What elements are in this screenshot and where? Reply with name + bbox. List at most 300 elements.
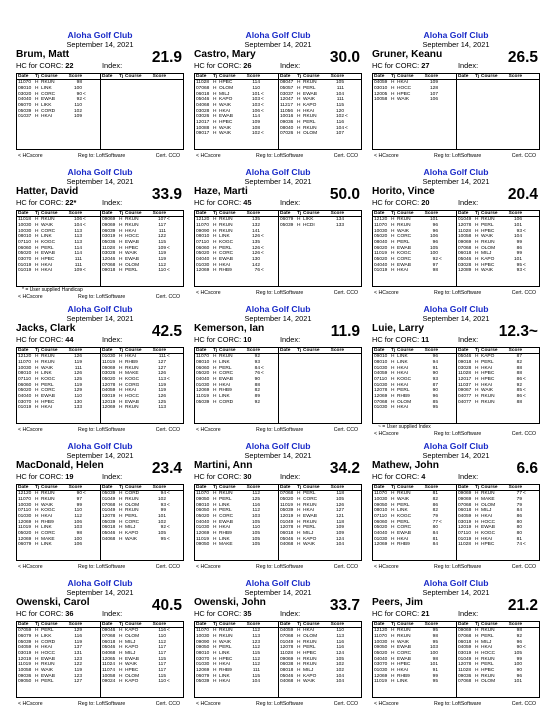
course-code: LINK bbox=[219, 650, 230, 656]
round-date: 12069 bbox=[196, 268, 210, 274]
round-date: 03070 bbox=[18, 399, 32, 405]
round-score: 87 bbox=[516, 354, 522, 360]
round-type: H bbox=[475, 222, 479, 228]
header-flag-cell bbox=[166, 211, 171, 216]
round-score: 116 bbox=[336, 645, 344, 651]
round-type: H bbox=[475, 496, 479, 502]
round-type: H bbox=[119, 513, 123, 519]
round-type: H bbox=[297, 525, 301, 531]
report-date: September 14, 2021 bbox=[66, 588, 134, 597]
round-date: 11037 bbox=[458, 382, 471, 388]
round-score: 92 bbox=[516, 382, 522, 388]
header-flag-cell bbox=[438, 74, 443, 79]
round-score: 111 bbox=[74, 365, 82, 371]
round-type: H bbox=[213, 217, 217, 223]
round-date: 09018 bbox=[102, 268, 116, 274]
round-score: 120 bbox=[335, 108, 344, 114]
round-date: 09067 bbox=[458, 388, 472, 394]
round-type: H bbox=[391, 382, 395, 388]
course-code: HOCC bbox=[397, 85, 412, 91]
score-table bbox=[194, 210, 362, 287]
player-card bbox=[194, 441, 362, 578]
round-type: H bbox=[35, 228, 39, 234]
round-type: H bbox=[475, 359, 479, 365]
round-score: 86 bbox=[516, 376, 522, 382]
round-score: 81 bbox=[432, 491, 438, 497]
header-cell: Course bbox=[397, 485, 414, 490]
course-code: LINK bbox=[397, 679, 408, 685]
round-score: 96 bbox=[516, 639, 522, 645]
round-date: 10058 bbox=[458, 234, 472, 240]
header-cell: Score bbox=[68, 485, 82, 490]
round-date: 05020 bbox=[18, 388, 32, 394]
round-date: 04059 bbox=[18, 645, 32, 651]
course-code: LIKK bbox=[41, 102, 52, 108]
index-label: Index: bbox=[102, 335, 123, 344]
round-score: 86 bbox=[516, 513, 522, 519]
round-score: 92 bbox=[160, 525, 166, 531]
course-code: WAIK bbox=[397, 639, 410, 645]
header-cell: Score bbox=[330, 348, 344, 353]
course-code: LINK bbox=[41, 371, 52, 377]
course-code: PERL bbox=[125, 268, 138, 274]
cert-label: Cert. CCO bbox=[511, 431, 536, 437]
score-column bbox=[100, 485, 183, 560]
course-code: WAIK bbox=[397, 496, 410, 502]
round-date: 04059 bbox=[458, 645, 472, 651]
round-score: 109 bbox=[429, 80, 438, 86]
round-type: H bbox=[213, 491, 217, 497]
round-date: 12005 bbox=[374, 91, 388, 97]
round-type: H bbox=[213, 376, 217, 382]
course-code: EWAB bbox=[125, 239, 139, 245]
round-type: H bbox=[119, 228, 123, 234]
cert-label: Cert. CCO bbox=[333, 427, 358, 433]
course-code: HPBC bbox=[397, 662, 411, 668]
round-score: 119 bbox=[74, 359, 82, 365]
counted-flag bbox=[438, 97, 443, 103]
counted-flag: < bbox=[83, 268, 86, 274]
registration-label: Reg to: LoftSoftware bbox=[434, 431, 482, 437]
course-handicap bbox=[372, 335, 429, 344]
round-type: H bbox=[119, 650, 123, 656]
score-column bbox=[456, 348, 539, 423]
header-cell: Course bbox=[41, 622, 58, 627]
round-type: H bbox=[391, 354, 395, 360]
course-code: RKUN bbox=[481, 217, 495, 223]
round-score: 114 bbox=[252, 114, 260, 120]
header-cell: Tj bbox=[35, 622, 40, 627]
round-score: 135 bbox=[251, 217, 260, 223]
round-score: 88 bbox=[516, 371, 522, 377]
score-row bbox=[195, 131, 278, 137]
hcscore-label: < HCscore bbox=[196, 290, 221, 296]
round-score: 98 bbox=[76, 531, 82, 536]
handicap-value: 26 bbox=[243, 61, 252, 70]
course-code: EWAB bbox=[397, 245, 411, 251]
round-score: 102 bbox=[251, 131, 260, 137]
round-score: 111 bbox=[252, 668, 260, 673]
course-code: HPBC bbox=[219, 120, 233, 125]
course-code: WAIK bbox=[125, 536, 138, 542]
course-code: OLOM bbox=[481, 245, 496, 251]
counted-flag: < bbox=[345, 114, 348, 120]
course-code: KAPO bbox=[303, 102, 317, 108]
round-type: H bbox=[35, 371, 39, 377]
club-name: Aloha Golf Club bbox=[245, 304, 311, 314]
score-row bbox=[17, 268, 100, 274]
cert-label: Cert. CCO bbox=[333, 564, 358, 570]
round-type: H bbox=[35, 102, 39, 108]
round-date: 01037 bbox=[18, 114, 32, 120]
header-cell: Date bbox=[102, 348, 113, 353]
round-type: H bbox=[213, 399, 217, 405]
counted-flag: < bbox=[167, 536, 170, 542]
round-type: H bbox=[119, 508, 123, 514]
registration-label: Reg to: LoftSoftware bbox=[78, 427, 126, 433]
course-code: KOGC bbox=[41, 239, 56, 245]
registration-label: Reg to: LoftSoftware bbox=[78, 153, 126, 159]
score-row bbox=[101, 268, 183, 274]
round-date: 05020 bbox=[196, 251, 210, 257]
round-date: 11217 bbox=[280, 102, 293, 108]
round-date: 06020 bbox=[374, 245, 388, 251]
course-code: OLOM bbox=[125, 673, 140, 679]
course-code: RKUN bbox=[125, 365, 139, 371]
round-score: 110 bbox=[252, 525, 260, 531]
round-type: H bbox=[213, 525, 217, 531]
course-code: HKAI bbox=[397, 371, 409, 377]
round-score: 105 bbox=[513, 650, 522, 656]
header-cell: Date bbox=[280, 622, 291, 627]
course-code: RKUN bbox=[41, 662, 55, 668]
round-date: 12069 bbox=[374, 394, 388, 399]
score-column bbox=[17, 348, 100, 423]
round-date: 12019 bbox=[458, 525, 472, 531]
round-date: 05020 bbox=[374, 650, 388, 656]
round-score: 105 bbox=[335, 656, 344, 662]
cert-label: Cert. CCO bbox=[155, 701, 180, 707]
course-code: HPBC bbox=[125, 668, 139, 673]
round-date: 07110 bbox=[18, 508, 31, 514]
round-score: 77 bbox=[432, 519, 438, 525]
header-cell: Course bbox=[219, 485, 236, 490]
course-code: OLOM bbox=[303, 131, 318, 137]
round-type: H bbox=[213, 85, 217, 91]
round-type: H bbox=[297, 519, 301, 525]
card-footer bbox=[372, 700, 540, 708]
round-type: H bbox=[391, 679, 395, 685]
course-code: CORC bbox=[41, 531, 56, 536]
header-flag-cell bbox=[344, 211, 349, 216]
round-type: H bbox=[213, 120, 217, 125]
course-code: HKAI bbox=[397, 268, 409, 274]
round-score: 109 bbox=[73, 268, 82, 274]
course-code: HKAI bbox=[481, 645, 493, 651]
course-code: CORC bbox=[41, 91, 56, 97]
round-date: 07110 bbox=[18, 376, 31, 382]
round-type: H bbox=[297, 542, 301, 548]
round-type: H bbox=[213, 650, 217, 656]
round-type: H bbox=[35, 668, 39, 673]
course-code: MILJ bbox=[303, 668, 314, 673]
header-cell: Course bbox=[125, 485, 142, 490]
header-cell: Tj bbox=[119, 211, 124, 216]
cert-label: Cert. CCO bbox=[511, 153, 536, 159]
course-code: CORG bbox=[125, 382, 140, 388]
header-cell: Tj bbox=[297, 485, 302, 490]
round-type: H bbox=[213, 91, 217, 97]
score-column bbox=[195, 348, 278, 423]
index-label: Index: bbox=[280, 472, 301, 481]
player-card bbox=[16, 304, 184, 441]
counted-flag: < bbox=[83, 97, 86, 103]
round-score: 80 bbox=[516, 525, 522, 531]
round-type: H bbox=[391, 376, 395, 382]
course-code: WAIK bbox=[41, 668, 54, 673]
handicap-label: HC for CORC: bbox=[372, 198, 420, 207]
round-score: 98 bbox=[516, 628, 522, 634]
round-type: H bbox=[297, 645, 301, 651]
round-date: 12078 bbox=[374, 388, 388, 394]
round-score: 90 bbox=[76, 491, 82, 497]
round-date: 08040 bbox=[374, 239, 388, 245]
header-cell: Score bbox=[508, 622, 522, 627]
score-column bbox=[195, 211, 278, 286]
counted-flag: < bbox=[523, 542, 526, 548]
round-date: 03028 bbox=[102, 251, 116, 257]
header-flag-cell bbox=[260, 622, 265, 627]
header-cell: Date bbox=[374, 485, 385, 490]
round-type: H bbox=[213, 668, 217, 673]
round-type: H bbox=[391, 668, 395, 673]
course-code: RHB9 bbox=[219, 531, 232, 536]
course-code: HPBC bbox=[41, 399, 55, 405]
handicap-value: 45 bbox=[243, 198, 252, 207]
round-type: H bbox=[119, 371, 123, 377]
round-score: 121 bbox=[335, 513, 344, 519]
round-date: 06050 bbox=[196, 508, 210, 514]
course-handicap bbox=[16, 198, 76, 207]
round-type: H bbox=[35, 496, 39, 502]
round-type: H bbox=[391, 97, 395, 103]
round-type: H bbox=[35, 91, 39, 97]
course-code: WAIK bbox=[219, 131, 232, 137]
course-code: KAPO bbox=[219, 97, 233, 103]
round-type: H bbox=[297, 628, 301, 634]
header-cell: Score bbox=[152, 622, 166, 627]
round-type: H bbox=[119, 245, 123, 251]
round-type: H bbox=[213, 542, 217, 548]
round-type: H bbox=[35, 97, 39, 103]
course-code: HOCC bbox=[481, 650, 496, 656]
player-name: Owenski, Carol bbox=[16, 597, 90, 608]
score-row bbox=[279, 131, 361, 137]
header-cell: Date bbox=[374, 74, 385, 79]
round-type: H bbox=[297, 673, 301, 679]
round-type: H bbox=[475, 542, 479, 548]
registration-label: Reg to: LoftSoftware bbox=[434, 290, 482, 296]
round-type: H bbox=[35, 513, 39, 519]
player-name: Jacks, Clark bbox=[16, 323, 76, 334]
round-score: 98 bbox=[76, 80, 82, 86]
round-type: H bbox=[391, 496, 395, 502]
round-date: 10016 bbox=[280, 114, 294, 120]
course-code: RKUN bbox=[125, 405, 139, 411]
user-supplied-note: * = User supplied Handicap bbox=[22, 287, 83, 293]
round-date: 12017 bbox=[196, 120, 210, 125]
player-name: MacDonald, Helen bbox=[16, 460, 104, 471]
round-type: H bbox=[213, 633, 217, 639]
round-type: H bbox=[119, 365, 123, 371]
cert-label: Cert. CCO bbox=[511, 290, 536, 296]
player-card bbox=[194, 30, 362, 167]
course-code: HKAI bbox=[397, 536, 409, 542]
hcscore-label: < HCscore bbox=[18, 294, 43, 300]
club-name: Aloha Golf Club bbox=[67, 304, 133, 314]
header-flag-cell bbox=[344, 622, 349, 627]
header-cell: Course bbox=[219, 622, 236, 627]
course-code: HOCC bbox=[481, 519, 496, 525]
round-score: 99 bbox=[516, 656, 522, 662]
header-cell: Tj bbox=[213, 622, 218, 627]
header-cell: Date bbox=[280, 485, 291, 490]
course-code: CORD bbox=[125, 491, 140, 497]
round-date: 09050 bbox=[196, 542, 210, 548]
round-date: 04059 bbox=[374, 371, 388, 377]
header-flag-cell bbox=[522, 348, 527, 353]
round-score: 82 bbox=[254, 388, 260, 394]
round-date: 05020 bbox=[196, 371, 210, 377]
round-type: H bbox=[475, 650, 479, 656]
counted-flag: < bbox=[83, 217, 86, 223]
counted-flag: < bbox=[167, 245, 170, 251]
header-flag-cell bbox=[166, 74, 171, 79]
round-score: 104 bbox=[335, 679, 344, 685]
course-code: WAIK bbox=[397, 97, 410, 103]
score-column bbox=[100, 348, 183, 423]
score-table bbox=[16, 621, 184, 698]
course-code: HPBC bbox=[397, 91, 411, 97]
course-code: HPBC bbox=[41, 257, 55, 262]
round-score: 112 bbox=[252, 662, 260, 668]
round-score: 80 bbox=[432, 525, 438, 531]
round-score: 113 bbox=[336, 633, 344, 639]
score-table bbox=[372, 73, 540, 150]
round-date: 09017 bbox=[196, 131, 210, 137]
round-score: 97 bbox=[432, 262, 438, 268]
round-date: 07068 bbox=[458, 502, 472, 508]
round-type: H bbox=[119, 519, 123, 525]
round-type: H bbox=[475, 519, 479, 525]
round-date: 01049 bbox=[102, 496, 116, 502]
round-score: 112 bbox=[252, 491, 260, 497]
round-date: 08010 bbox=[18, 85, 32, 91]
round-type: H bbox=[119, 376, 123, 382]
round-type: H bbox=[213, 639, 217, 645]
round-date: 12019 bbox=[102, 399, 116, 405]
round-type: H bbox=[391, 502, 395, 508]
round-score: 95 bbox=[432, 628, 438, 634]
index-label: Index: bbox=[102, 198, 123, 207]
header-cell: Course bbox=[481, 348, 498, 353]
round-date: 05046 bbox=[196, 97, 210, 103]
round-score: 93 bbox=[516, 228, 522, 234]
course-code: PERL bbox=[481, 222, 494, 228]
round-date: 10058 bbox=[102, 673, 116, 679]
counted-flag bbox=[82, 114, 87, 120]
score-table bbox=[372, 621, 540, 698]
round-score: 103 bbox=[251, 97, 260, 103]
handicap-index: 21.2 bbox=[507, 597, 538, 614]
round-date: 05020 bbox=[102, 376, 116, 382]
round-score: 95 bbox=[432, 639, 438, 645]
course-code: HKAI bbox=[303, 508, 315, 514]
course-code: HKAI bbox=[219, 108, 231, 114]
score-column bbox=[17, 622, 100, 697]
round-score: 102 bbox=[335, 668, 344, 673]
course-code: PERL bbox=[125, 513, 138, 519]
round-score: 101 bbox=[429, 217, 438, 223]
round-type: H bbox=[35, 365, 39, 371]
round-date: 01049 bbox=[458, 656, 472, 662]
round-score: 105 bbox=[335, 496, 344, 502]
course-code: HKAI bbox=[481, 513, 493, 519]
round-date: 05039 bbox=[280, 508, 294, 514]
score-table bbox=[372, 210, 540, 287]
round-score: 117 bbox=[158, 668, 166, 673]
header-cell: Date bbox=[458, 622, 469, 627]
round-date: 01030 bbox=[196, 662, 210, 668]
course-code: PERL bbox=[481, 662, 494, 668]
index-label: Index: bbox=[458, 472, 479, 481]
round-date: 05020 bbox=[280, 496, 294, 502]
round-score: 93 bbox=[516, 268, 522, 274]
index-label: Index: bbox=[458, 198, 479, 207]
round-score: 119 bbox=[74, 668, 82, 673]
round-date: 08010 bbox=[196, 502, 210, 508]
round-type: H bbox=[213, 125, 217, 131]
course-code: RKUN bbox=[481, 673, 495, 679]
course-code: MILJ bbox=[125, 525, 136, 531]
round-date: 07068 bbox=[196, 85, 210, 91]
round-type: H bbox=[391, 536, 395, 542]
course-code: HOCC bbox=[125, 234, 140, 240]
round-score: 89 bbox=[254, 394, 260, 399]
course-code: HKAI bbox=[41, 513, 53, 519]
round-score: 82 bbox=[432, 508, 438, 514]
round-score: 119 bbox=[158, 251, 166, 257]
player-name: Luie, Larry bbox=[372, 323, 425, 334]
course-code: RKUN bbox=[481, 628, 495, 634]
round-score: 104 bbox=[335, 673, 344, 679]
round-date: 12069 bbox=[374, 542, 388, 548]
round-date: 07068 bbox=[102, 262, 116, 268]
round-score: 109 bbox=[335, 531, 344, 536]
card-footer bbox=[16, 700, 184, 708]
header-cell: Score bbox=[424, 211, 438, 216]
course-code: LINK bbox=[219, 394, 230, 399]
round-date: 07068 bbox=[374, 399, 388, 405]
round-date: 01030 bbox=[18, 513, 32, 519]
round-date: 11024 bbox=[102, 662, 115, 668]
header-flag-cell bbox=[166, 348, 171, 353]
round-score: 110 bbox=[252, 85, 260, 91]
cert-label: Cert. CCO bbox=[511, 701, 536, 707]
course-code: WAIK bbox=[303, 542, 316, 548]
round-score: 102 bbox=[335, 662, 344, 668]
round-date: 12019 bbox=[18, 656, 32, 662]
